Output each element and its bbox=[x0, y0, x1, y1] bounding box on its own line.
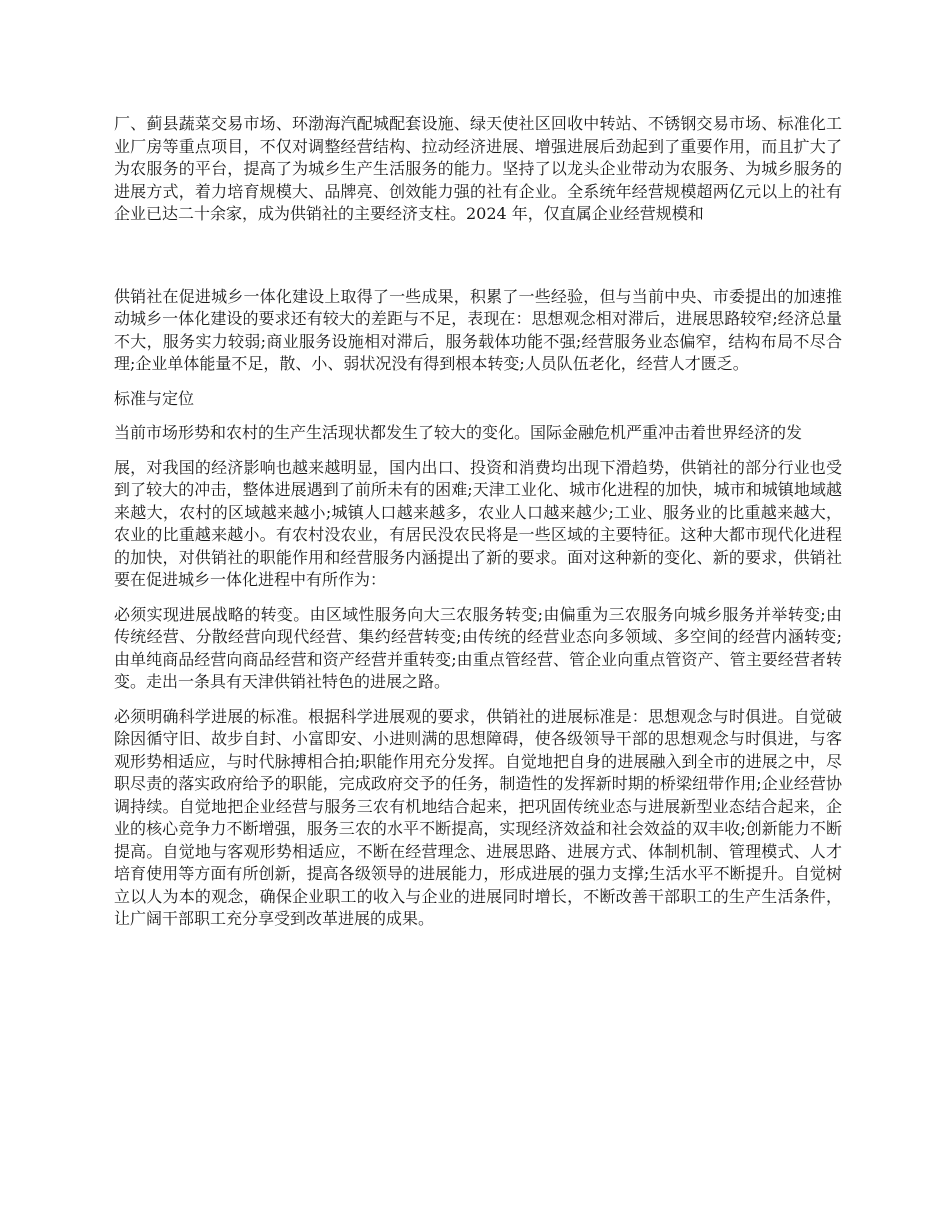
paragraph: 必须实现进展战略的转变。由区域性服务向大三农服务转变;由偏重为三农服务向城乡服务并举转变;由传统经营、分散经营向现代经营、集约经营转变;由传统的经营业态向多领域、多空间的经营内涵转变;由单纯商品经营向商品经营和资产经营并重转变;由重点管经营、管企业向重点管资产、管主要经营者转变。走出一条具有天津供销社特色的进展之路。 bbox=[114, 604, 842, 691]
paragraph: 供销社在促进城乡一体化建设上取得了一些成果，积累了一些经验，但与当前中央、市委提出的加速推动城乡一体化建设的要求还有较大的差距与不足，表现在：思想观念相对滞后，进展思路较窄;经济总量不大，服务实力较弱;商业服务设施相对滞后，服务载体功能不强;经营服务业态偏窄，结构布局不尽合理;企业单体能量不足，散、小、弱状况没有得到根本转变;人员队伍老化，经营人才匮乏。 bbox=[114, 286, 842, 373]
paragraph: 展，对我国的经济影响也越来越明显，国内出口、投资和消费均出现下滑趋势，供销社的部分行业也受到了较大的冲击，整体进展遇到了前所未有的困难;天津工业化、城市化进程的加快，城市和城镇地域越来越大，农村的区域越来越小;城镇人口越来越多，农业人口越来越少;工业、服务业的比重越来越大，农业的比重越来越小。有农村没农业，有居民没农民将是一些区域的主要特征。这种大都市现代化进程的加快，对供销社的职能作用和经营服务内涵提出了新的要求。面对这种新的变化、新的要求，供销社要在促进城乡一体化进程中有所作为： bbox=[114, 457, 842, 589]
section-heading: 标准与定位 bbox=[114, 388, 195, 408]
paragraph: 必须明确科学进展的标准。根据科学进展观的要求，供销社的进展标准是：思想观念与时俱进。自觉破除因循守旧、故步自封、小富即安、小进则满的思想障碍，使各级领导干部的思想观念与时俱进，与客观形势相适应，与时代脉搏相合拍;职能作用充分发挥。自觉地把自身的进展融入到全市的进展之中，尽职尽责的落实政府给予的职能，完成政府交予的任务，制造性的发挥新时期的桥梁纽带作用;企业经营协调持续。自觉地把企业经营与服务三农有机地结合起来，把巩固传统业态与进展新型业态结合起来，企业的核心竞争力不断增强，服务三农的水平不断提高，实现经济效益和社会效益的双丰收;创新能力不断提高。自觉地与客观形势相适应，不断在经营理念、进展思路、进展方式、体制机制、管理模式、人才培育使用等方面有所创新，提高各级领导的进展能力，形成进展的强力支撑;生活水平不断提升。自觉树立以人为本的观念，确保企业职工的收入与企业的进展同时增长，不断改善干部职工的生产生活条件，让广阔干部职工充分享受到改革进展的成果。 bbox=[114, 706, 842, 928]
paragraph: 厂、蓟县蔬菜交易市场、环渤海汽配城配套设施、绿天使社区回收中转站、不锈钢交易市场、标准化工业厂房等重点项目，不仅对调整经营结构、拉动经济进展、增强进展后劲起到了重要作用，而且扩大了为农服务的平台，提高了为城乡生产生活服务的能力。坚持了以龙头企业带动为农服务、为城乡服务的进展方式，着力培育规模大、品牌亮、创效能力强的社有企业。全系统年经营规模超两亿元以上的社有企业已达二十余家，成为供销社的主要经济支柱。2024 年，仅直属企业经营规模和 bbox=[114, 114, 842, 223]
document-body bbox=[114, 113, 842, 931]
paragraph: 当前市场形势和农村的生产生活现状都发生了较大的变化。国际金融危机严重冲击着世界经济的发 bbox=[114, 423, 803, 442]
